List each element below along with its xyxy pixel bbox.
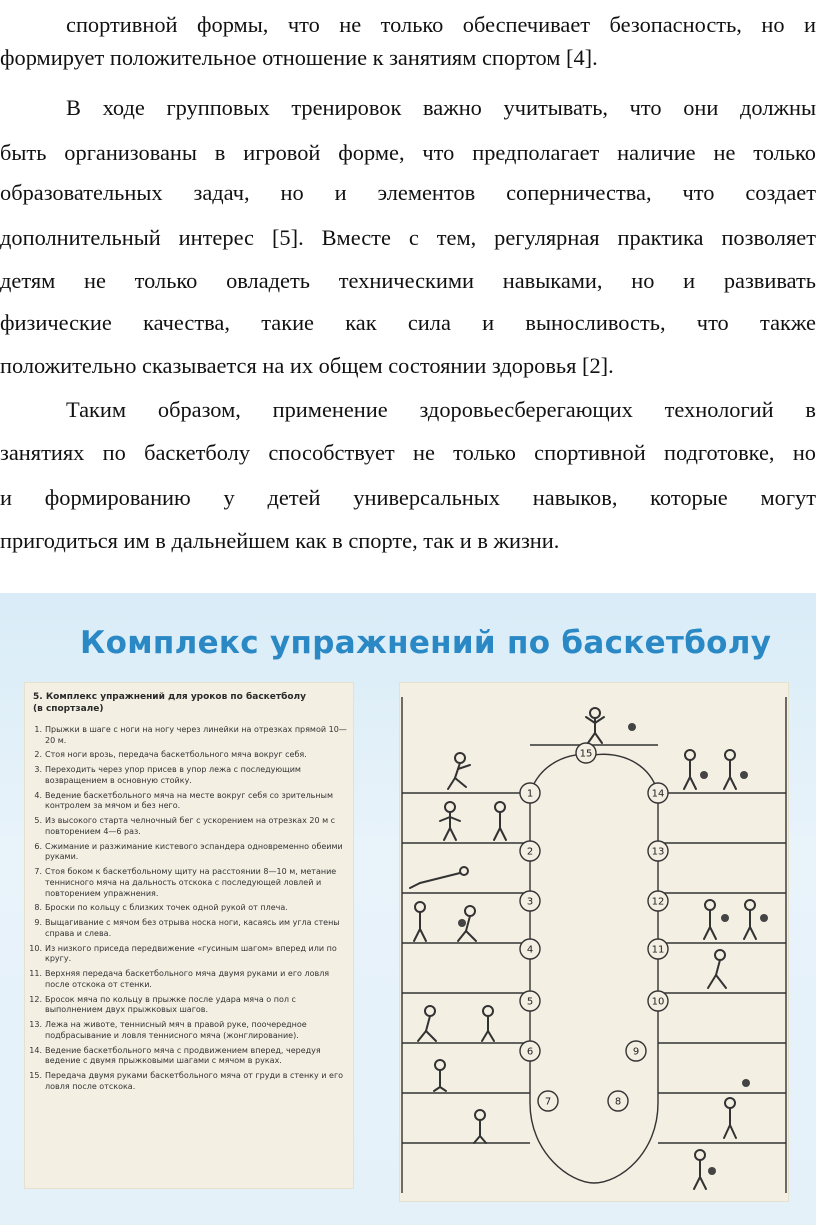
text-line: спортивной формы, что не только обеспечивает безопасность, но и [66,12,816,37]
list-item-text: Передача двумя руками баскетбольного мяча от груди в стенку и его ловля после отскока. [45,1071,344,1091]
text-line: физические качества, такие как сила и выносливость, что также [0,310,816,335]
stick-figure-icon [708,950,726,988]
list-item-text: Верхняя передача баскетбольного мяча двумя руками и его ловля после отскока от стенки. [45,969,330,989]
station-number: 15 [579,748,593,760]
stick-figure-icon [586,708,604,743]
station-number: 10 [651,996,665,1008]
station-node [538,1091,558,1111]
station-node [648,783,668,803]
list-item [29,750,347,761]
station-node [648,939,668,959]
list-item [29,918,347,939]
ball-icon [458,919,466,927]
list-item-text: Переходить через упор присев в упор лежа с последующим возвращением в основную стойку. [45,765,301,785]
text-line: детям не только овладеть техническими навыками, но и развивать [0,268,816,293]
station-number: 11 [651,944,665,956]
list-item-number: 7. [34,867,42,877]
list-item-text: Лежа на животе, теннисный мяч в правой руке, поочередное подбрасывание и ловля теннисного мяча (жонглирование). [45,1020,307,1040]
list-item-number: 2. [34,750,42,760]
ball-icon [721,914,729,922]
station-number: 9 [632,1046,640,1058]
list-item-number: 9. [34,918,42,928]
list-item [29,995,347,1016]
text-line: формирует положительное отношение к занятиям спортом [4]. [0,45,598,70]
station-node [520,783,540,803]
list-item [29,1071,347,1092]
station-number: 1 [526,788,534,800]
list-item [29,1046,347,1067]
station-number: 13 [651,846,665,858]
list-item-number: 4. [34,790,42,800]
text-line: образовательных задач, но и элементов соперничества, что создает [0,180,816,205]
ball-icon [742,1079,750,1087]
list-item-number: 15. [29,1071,42,1081]
list-item-number: 11. [29,969,42,979]
list-item [29,725,347,746]
list-item-text: Из высокого старта челночный бег с ускорением на отрезках 20 м с повторением 4—6 раз. [45,816,336,836]
text-line: положительно сказывается на их общем состоянии здоровья [2]. [0,353,614,378]
stick-figure-icon [704,900,716,939]
station-number: 12 [651,896,665,908]
station-node [648,841,668,861]
list-heading [33,691,343,715]
list-item-text: Стоя боком к баскетбольному щиту на расстоянии 8—10 м, метание теннисного мяча на дальность отскока с последующей ловлей и повторением упражнения. [45,867,337,898]
list-item-text: Ведение баскетбольного мяча на месте вокруг себя со зрительным контролем за мячом и без него. [45,790,333,811]
stick-figure-icon [410,867,468,888]
station-number: 7 [544,1096,552,1108]
station-number: 3 [526,896,534,908]
figure-drawings [410,708,756,1189]
stick-figure-icon [448,753,470,789]
list-item-number: 10. [29,943,42,953]
stick-figure-icon [482,1006,494,1041]
list-item-text: Броски по кольцу с близких точек одной рукой от плеча. [45,903,288,913]
list-heading-line: 5. Комплекс упражнений для уроков по баскетболу [33,692,307,702]
stick-figure-icon [418,1006,436,1041]
text-line: В ходе групповых тренировок важно учитывать, что они должны [66,95,816,120]
list-item-text: Прыжки в шаге с ноги на ногу через линейки на отрезках прямой 10—20 м. [45,725,347,745]
station-node [648,891,668,911]
text-line: быть организованы в игровой форме, что предполагает наличие не только [0,140,816,165]
list-item [29,867,347,899]
list-item [29,944,347,965]
stick-figure-icon [494,802,506,840]
list-item [29,816,347,837]
list-item [29,903,347,914]
station-node [648,991,668,1011]
stick-figure-icon [440,802,460,840]
stick-figure-icon [434,1060,446,1091]
ball-icon [760,914,768,922]
text-line: дополнительный интерес [5]. Вместе с тем, регулярная практика позволяет [0,225,816,250]
station-number: 4 [526,944,534,956]
station-number: 14 [651,788,665,800]
list-item [29,1020,347,1041]
list-item-number: 12. [29,994,42,1004]
list-item-number: 13. [29,1020,42,1030]
list-item [29,969,347,990]
text-line: пригодиться им в дальнейшем как в спорте, так и в жизни. [0,528,560,553]
stick-figure-icon [414,902,426,941]
list-heading-line: (в спортзале) [33,704,104,714]
exercise-figure [0,593,816,1225]
list-item-text: Сжимание и разжимание кистевого эспандера одновременно обеими руками. [45,841,343,862]
circuit-diagram [400,683,788,1201]
exercise-list-panel [25,683,353,1188]
station-number: 2 [526,846,534,858]
text-line: занятиях по баскетболу способствует не только спортивной подготовке, но [0,440,816,465]
stick-figure-icon [684,750,696,789]
list-item [29,765,347,786]
list-item-number: 3. [34,765,42,775]
station-node [520,991,540,1011]
list-item [29,791,347,812]
diagram-grid [402,697,786,1193]
stick-figure-icon [724,750,736,789]
ball-icon [628,723,636,731]
list-item-number: 6. [34,841,42,851]
station-node [608,1091,628,1111]
station-node [520,939,540,959]
text-line: и формированию у детей универсальных навыков, которые могут [0,485,816,510]
list-item-text: Ведение баскетбольного мяча с продвижением вперед, чередуя ведение с двумя прыжковыми шагами с мячом в руках. [45,1045,321,1066]
stick-figure-icon [744,900,756,939]
list-item-text: Из низкого приседа передвижение «гусиным шагом» вперед или по кругу. [45,943,337,964]
list-item-number: 8. [34,903,42,913]
circuit-diagram-svg [400,683,788,1201]
stick-figure-icon [474,1110,486,1143]
list-item [29,842,347,863]
ball-icon [700,771,708,779]
ball-icon [740,771,748,779]
station-node [520,841,540,861]
list-item-number: 5. [34,816,42,826]
ball-icon [708,1167,716,1175]
text-line: Таким образом, применение здоровьесберегающих технологий в [66,397,816,422]
list-item-number: 1. [34,725,42,734]
list-item-text: Выщагивание с мячом без отрыва носка ноги, касаясь им угла стены справа и слева. [45,918,340,938]
station-node [520,1041,540,1061]
station-number: 5 [526,996,534,1008]
stick-figure-icon [694,1150,706,1189]
exercise-list [29,725,347,1097]
station-nodes [520,743,668,1111]
station-node [626,1041,646,1061]
figure-title: Комплекс упражнений по баскетболу [80,625,772,661]
list-item-text: Бросок мяча по кольцу в прыжке после удара мяча о пол с выполнением двух прыжковых шагов. [45,994,296,1015]
station-node [520,891,540,911]
list-item-number: 14. [29,1045,42,1055]
station-number: 8 [614,1096,622,1108]
list-item-text: Стоя ноги врозь, передача баскетбольного мяча вокруг себя. [45,750,307,760]
station-node [576,743,596,763]
stick-figure-icon [724,1098,736,1138]
station-number: 6 [526,1046,534,1058]
